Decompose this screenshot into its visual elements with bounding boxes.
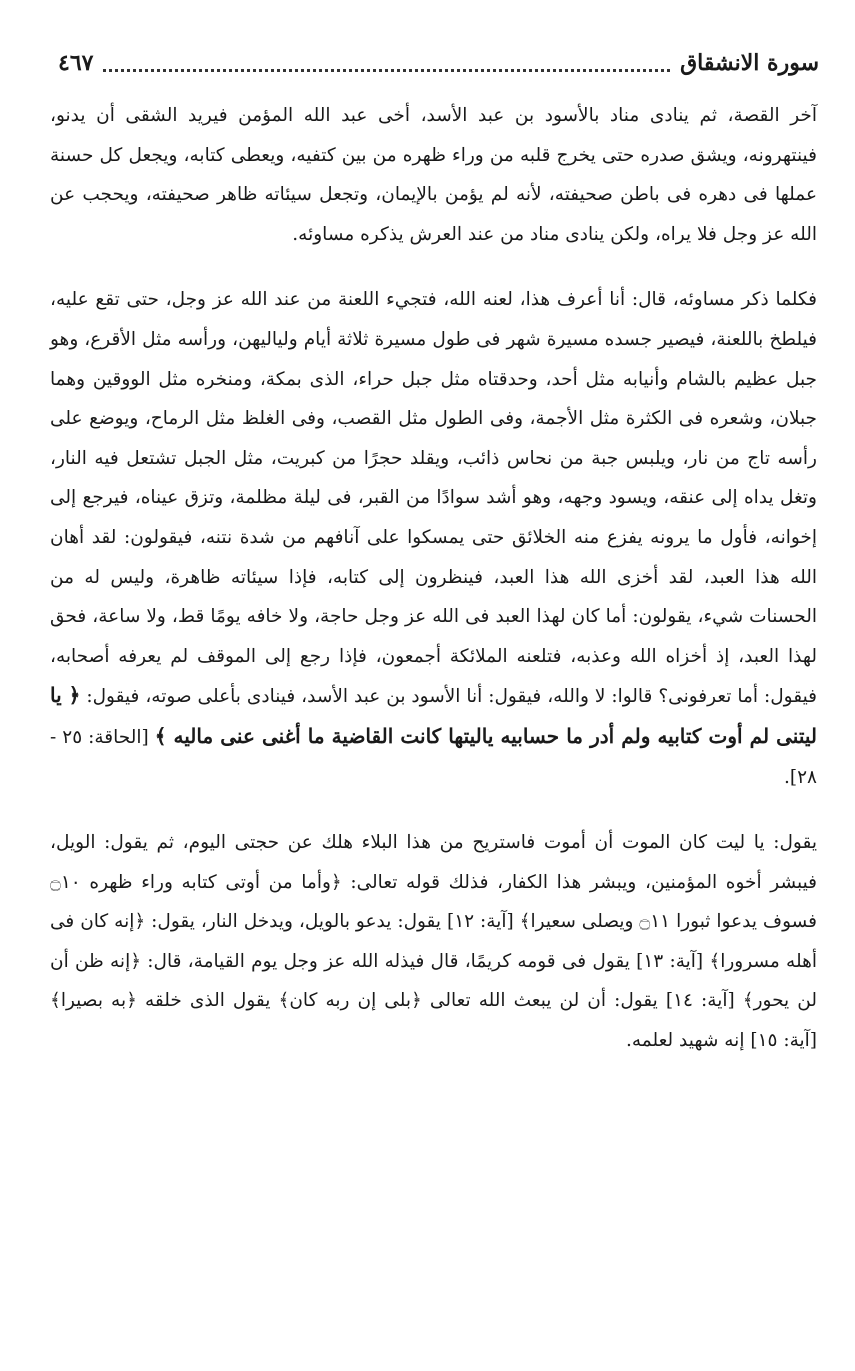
page-number: ٤٦٧ xyxy=(58,50,94,76)
quran-reference: [الحاقة: ٢٥ - ٢٨]. xyxy=(50,726,817,788)
paragraph-1: آخر القصة، ثم ينادى مناد بالأسود بن عبد الأسد، أخى عبد الله المؤمن فيريد الشقى أن يدنو، فينتهرونه، ويشق صدره حتى يخرج قلبه من وراء ظهره من بين كتفيه، ويعطى كتابه، ويجعل كل حسنة عملها فى دهره فى باطن صحيفته، لأنه لم يؤمن بالإيمان، وتجعل سيئاته ظاهر صحيفته، ويحجب عن الله عز وجل فلا يراه، ولكن ينادى مناد من عند العرش يذكره مساوئه. xyxy=(50,105,817,245)
quran-quote: ﴿ يا ليتنى لم أوت كتابيه ولم أدر ما حسابيه ياليتها كانت القاضية ما أغنى عنى ماليه ﴾ xyxy=(50,683,817,748)
running-header xyxy=(58,46,819,80)
dot-leader xyxy=(103,55,670,72)
surah-title: سورة الانشقاق xyxy=(680,50,819,76)
page-body xyxy=(50,96,817,1087)
paragraph-2-text: فكلما ذكر مساوئه، قال: أنا أعرف هذا، لعنه الله، فتجيء اللعنة من عند الله عز وجل، حتى تقع عليه، فيلطخ باللعنة، فيصير جسده مسيرة شهر فى طول مسيرة ثلاثة أيام ولياليهن، ورأسه مثل الأقرع، وهو جبل عظيم بالشام وأنيابه مثل أحد، وحدقتاه مثل جبل حراء، الذى بمكة، ومنخره مثل الووقين وهما جبلان، وشعره فى الكثرة مثل الأجمة، وفى الطول مثل القصب، وفى الغلظ مثل الرماح، ويوضع على رأسه تاج من نار، ويلبس جبة من نحاس ذائب، ويقلد حجرًا من كبريت، مثل الجبل تشتعل فيه النار، وتغل يداه إلى عنقه، ويسود وجهه، وهو أشد سوادًا من القبر، فى ليلة مظلمة، وتزق عيناه، فيرجع إلى إخوانه، فأول ما يرونه يفزع منه الخلائق حتى يمسكوا على آنافهم من شدة نتنه، فيقولون: لقد أهان الله هذا العبد، لقد أخزى الله هذا العبد، فينظرون إلى كتابه، فإذا سيئاته ظاهرة، وليس له من الحسنات شيء، يقولون: أما كان لهذا العبد فى الله عز وجل حاجة، ولا خافه يومًا قط، ولا ساعة، فحق لهذا العبد، إذ أخزاه الله وعذبه، فتلعنه الملائكة أجمعون، فإذا رجع إلى الموقف لم يعرفه أصحابه، فيقول: أما تعرفونى؟ قالوا: لا والله، فيقول: أنا الأسود بن عبد الأسد، فينادى بأعلى صوته، فيقول: xyxy=(50,289,817,708)
paragraph-2 xyxy=(50,280,817,797)
paragraph-3: يقول: يا ليت كان الموت أن أموت فاستريح من هذا البلاء هلك عن حجتى اليوم، ثم يقول: الويل، فيبشر أخوه المؤمنين، ويبشر هذا الكفار، فذلك قوله تعالى: ﴿وأما من أوتى كتابه وراء ظهره ۝١٠ فسوف يدعوا ثبورا ۝١١ ويصلى سعيرا﴾ [آية: ١٢] يقول: يدعو بالويل، ويدخل النار، يقول: ﴿إنه كان فى أهله مسرورا﴾ [آية: ١٣] يقول فى قومه كريمًا، قال فيذله الله عز وجل يوم القيامة، قال: ﴿إنه ظن أن لن يحور﴾ [آية: ١٤] يقول: أن لن يبعث الله تعالى ﴿بلى إن ربه كان﴾ يقول الذى خلقه ﴿به بصيرا﴾ [آية: ١٥] إنه شهيد لعلمه. xyxy=(50,832,817,1052)
